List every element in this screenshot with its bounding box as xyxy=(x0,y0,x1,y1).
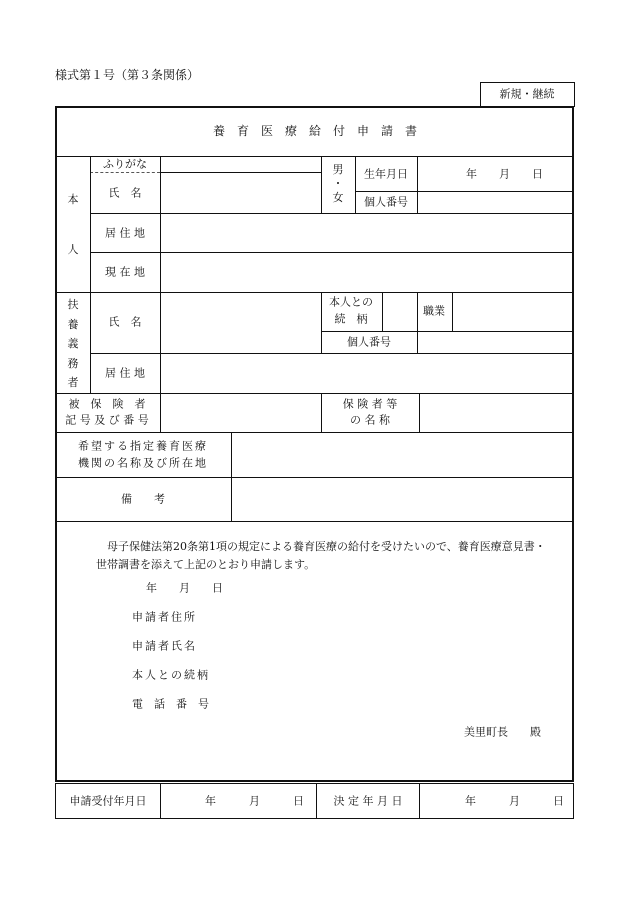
application-type-label: 新規・継続 xyxy=(499,87,555,101)
insurer-name-field[interactable] xyxy=(419,393,574,432)
insured-number-field[interactable] xyxy=(160,393,321,432)
guardian-address-field[interactable] xyxy=(160,353,574,393)
applicant-address-field[interactable] xyxy=(160,213,574,252)
institution-label-line1: 希望する指定養育医療 xyxy=(78,439,208,453)
decision-date-label: 決 定 年 月 日 xyxy=(333,794,403,808)
sex-selector[interactable]: 男 ・ 女 xyxy=(332,163,344,204)
guardian-relation-field[interactable] xyxy=(382,292,417,331)
guardian-name-label: 氏 名 xyxy=(108,315,142,329)
furigana-field[interactable] xyxy=(160,156,321,172)
guardian-personal-number-field[interactable] xyxy=(417,331,574,353)
institution-label-line2: 機関の名称及び所在地 xyxy=(78,456,208,470)
rule xyxy=(90,156,91,393)
insurer-label-line2: の 名 称 xyxy=(350,413,390,427)
current-address-label: 現 在 地 xyxy=(105,265,145,279)
furigana-label: ふりがな xyxy=(103,157,147,171)
applicant-personal-number-field[interactable] xyxy=(417,191,574,213)
rule xyxy=(419,783,420,819)
form-title: 養 育 医 療 給 付 申 請 書 xyxy=(212,124,418,138)
rule xyxy=(321,292,322,353)
relation-label-line2: 続 柄 xyxy=(334,312,368,326)
remarks-label: 備 考 xyxy=(121,492,165,506)
birthdate-field[interactable]: 年 月 日 xyxy=(466,167,543,181)
applicant-address-caption: 申請者住所 xyxy=(132,610,197,624)
received-date-field[interactable]: 年 月 日 xyxy=(205,794,304,808)
statement-date: 年 月 日 xyxy=(146,581,223,595)
institution-field[interactable] xyxy=(231,432,574,477)
current-address-field[interactable] xyxy=(160,252,574,292)
applicant-name-label: 氏 名 xyxy=(108,186,142,200)
guardian-section-label: 扶 養 義 務 者 xyxy=(67,298,79,389)
received-date-label: 申請受付年月日 xyxy=(69,794,147,808)
phone-caption: 電 話 番 号 xyxy=(132,697,209,711)
insured-label-line2: 記 号 及 び 番 号 xyxy=(65,413,149,427)
guardian-address-label: 居 住 地 xyxy=(105,366,145,380)
insured-label-line1: 被 保 険 者 xyxy=(68,397,146,411)
rule xyxy=(160,783,161,819)
statement-text: 母子保健法第20条第1項の規定による養育医療の給付を受けたいので、養育医療意見書・世帯調書を添えて上記のとおり申請します。 xyxy=(96,540,546,571)
rule xyxy=(56,521,574,522)
rule xyxy=(355,156,356,213)
birthdate-label: 生年月日 xyxy=(364,167,408,181)
guardian-personal-number-label: 個人番号 xyxy=(347,335,391,349)
applicant-address-label: 居 住 地 xyxy=(105,226,145,240)
furigana-rule xyxy=(90,172,160,173)
insurer-label-line1: 保 険 者 等 xyxy=(342,397,398,411)
remarks-field[interactable] xyxy=(231,477,574,521)
rule xyxy=(321,156,322,213)
decision-date-field[interactable]: 年 月 日 xyxy=(465,794,564,808)
rule xyxy=(316,783,317,819)
occupation-field[interactable] xyxy=(452,292,574,331)
applicant-name-caption: 申請者氏名 xyxy=(132,639,197,653)
guardian-name-field[interactable] xyxy=(160,292,321,353)
addressee: 美里町長 殿 xyxy=(464,725,541,739)
rule xyxy=(321,393,322,432)
applicant-section-label: 本 人 xyxy=(67,193,79,256)
relation-caption: 本人との続柄 xyxy=(132,668,210,682)
occupation-label: 職業 xyxy=(423,304,445,318)
form-number: 様式第１号（第３条関係） xyxy=(55,68,200,82)
applicant-personal-number-label: 個人番号 xyxy=(364,195,408,209)
relation-label-line1: 本人との xyxy=(329,295,373,309)
applicant-name-field[interactable] xyxy=(160,172,321,213)
